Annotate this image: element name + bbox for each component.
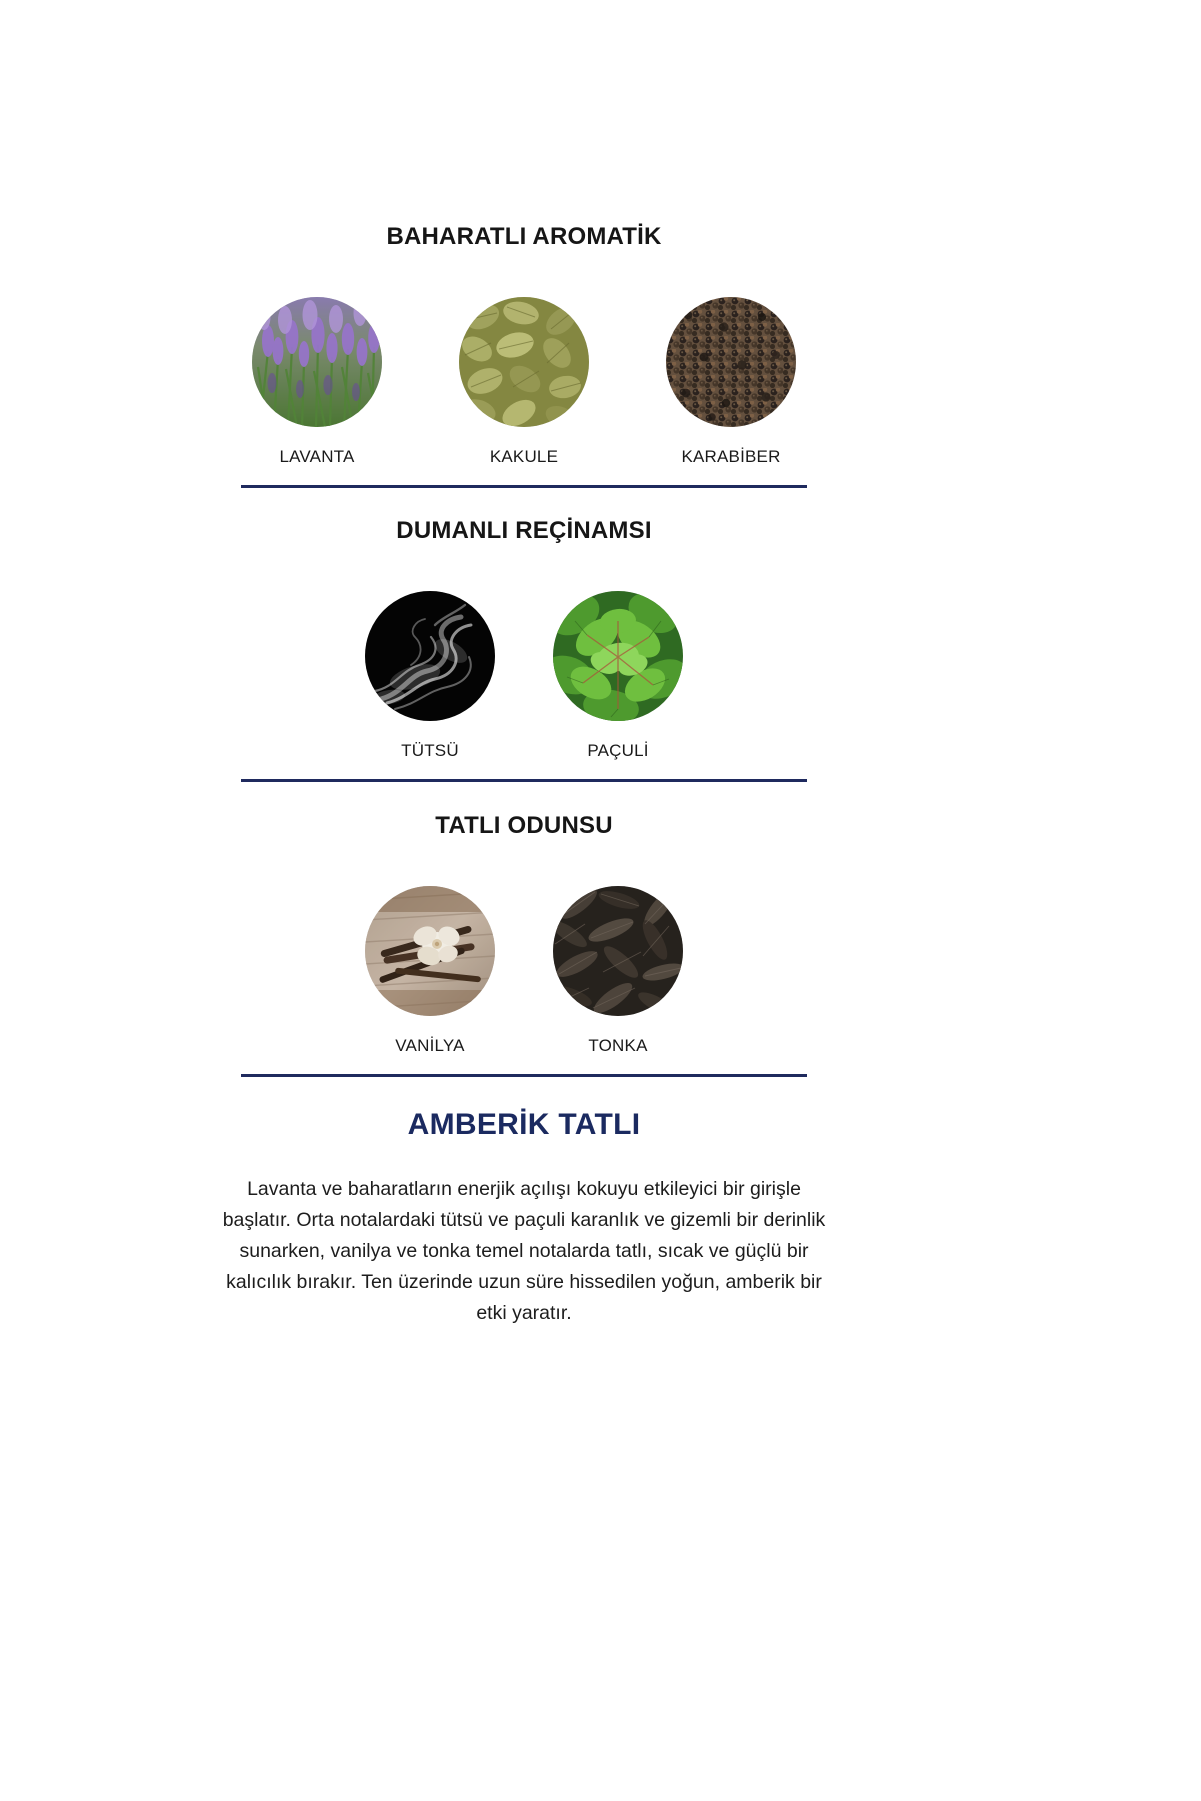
note-item-lavanta[interactable] (252, 297, 382, 467)
accord-description: Lavanta ve baharatların enerjik açılışı kokuyu etkileyici bir girişle başlatır. Orta notalardaki tütsü ve paçuli karanlık ve gizemli bir derinlik sunarken, vanilya ve tonka temel notalarda tatlı, sıcak ve güçlü bir kalıcılık bırakır. Ten üzerinde uzun süre hissedilen yoğun, amberik bir etki yaratır. (222, 1178, 826, 1324)
note-item-list (241, 886, 807, 1056)
blackpepper-photo-icon (666, 297, 796, 427)
group-title: BAHARATLI AROMATİK (386, 223, 662, 250)
note-item-label: TONKA (588, 1036, 648, 1055)
note-item-list (241, 591, 807, 761)
lavender-photo-icon (252, 297, 382, 427)
group-title: DUMANLI REÇİNAMSI (396, 517, 652, 544)
cardamom-photo-icon (459, 297, 589, 427)
note-item-label: PAÇULİ (587, 741, 649, 760)
accord-block (222, 1108, 826, 1329)
note-item-label: KAKULE (489, 447, 559, 466)
note-item-list (241, 297, 807, 467)
note-item-karabiber[interactable] (666, 297, 796, 467)
note-item-label: VANİLYA (395, 1036, 465, 1055)
vanilla-photo-icon (365, 886, 495, 1016)
note-item-tutsu[interactable] (365, 591, 495, 761)
group-title: TATLI ODUNSU (435, 812, 613, 839)
note-item-label: TÜTSÜ (401, 741, 459, 760)
tonka-bean-photo-icon (553, 886, 683, 1016)
patchouli-photo-icon (553, 591, 683, 721)
note-item-label: LAVANTA (279, 447, 355, 466)
note-item-tonka[interactable] (553, 886, 683, 1056)
note-group-tatli-odunsu (241, 812, 807, 1077)
group-divider (241, 485, 807, 488)
note-group-dumanli-recinamsi (241, 517, 807, 782)
note-item-label: KARABİBER (681, 447, 781, 466)
group-divider (241, 779, 807, 782)
incense-smoke-photo-icon (365, 591, 495, 721)
group-divider (241, 1074, 807, 1077)
accord-title: AMBERİK TATLI (407, 1108, 641, 1141)
note-item-vanilya[interactable] (365, 886, 495, 1056)
note-group-baharatli-aromatik (241, 223, 807, 488)
note-item-kakule[interactable] (459, 297, 589, 467)
note-item-paculi[interactable] (553, 591, 683, 761)
